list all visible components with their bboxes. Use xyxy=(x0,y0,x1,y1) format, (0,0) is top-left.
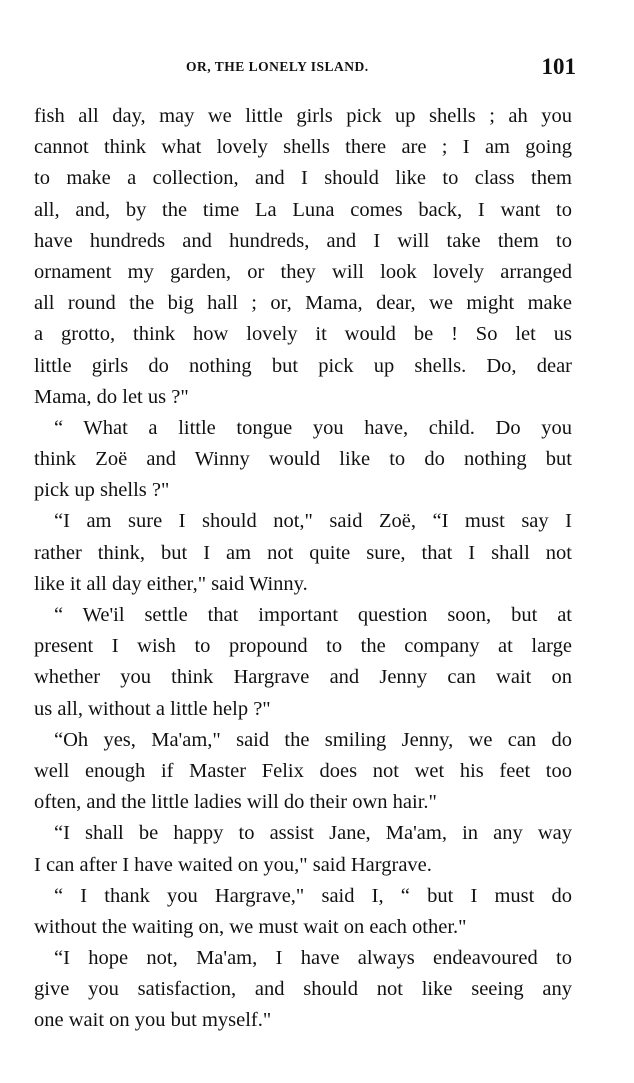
text-line: “Oh yes, Ma'am," said the smiling Jenny, we can do xyxy=(54,728,572,751)
page-number: 101 xyxy=(541,54,576,79)
text-line: whether you think Hargrave and Jenny can wait on xyxy=(34,666,572,689)
text-line: “I shall be happy to assist Jane, Ma'am, in any way xyxy=(54,822,572,845)
text-line: one wait on you but myself." xyxy=(34,1009,272,1032)
text-line: pick up shells ?" xyxy=(34,479,170,502)
text-line: have hundreds and hundreds, and I will take them to xyxy=(34,229,572,252)
text-line: rather think, but I am not quite sure, that I shall not xyxy=(34,541,572,564)
text-line: us all, without a little help ?" xyxy=(34,697,271,720)
text-line: without the waiting on, we must wait on each other." xyxy=(34,915,467,938)
text-line: all, and, by the time La Luna comes back, I want to xyxy=(34,198,572,221)
text-line: little girls do nothing but pick up shells. Do, dear xyxy=(34,354,572,377)
text-line: fish all day, may we little girls pick up shells ; ah you xyxy=(34,105,572,127)
text-line: all round the big hall ; or, Mama, dear, we might make xyxy=(34,292,572,315)
text-line: to make a collection, and I should like to class them xyxy=(34,167,572,190)
text-line: ornament my garden, or they will look lovely arranged xyxy=(34,260,572,283)
text-line: a grotto, think how lovely it would be ! So let us xyxy=(34,323,572,346)
running-head: OR, THE LONELY ISLAND. xyxy=(186,59,369,74)
text-line: I can after I have waited on you," said Hargrave. xyxy=(34,853,432,876)
text-line: well enough if Master Felix does not wet his feet too xyxy=(34,759,572,782)
text-line: present I wish to propound to the company at large xyxy=(34,635,572,658)
text-line: “ We'il settle that important question soon, but at xyxy=(54,604,572,626)
text-line: “ What a little tongue you have, child. Do you xyxy=(54,416,572,439)
page-header xyxy=(34,54,576,82)
body-text xyxy=(34,101,572,1037)
text-line: “I hope not, Ma'am, I have always endeavoured to xyxy=(54,947,572,970)
text-line: give you satisfaction, and should not like seeing any xyxy=(34,978,572,1001)
text-line: think Zoë and Winny would like to do nothing but xyxy=(34,448,572,471)
text-line: “ I thank you Hargrave," said I, “ but I must do xyxy=(54,884,572,907)
text-line: Mama, do let us ?" xyxy=(34,385,189,408)
text-line: “I am sure I should not," said Zoë, “I must say I xyxy=(54,510,572,533)
text-line: often, and the little ladies will do their own hair." xyxy=(34,791,437,814)
text-line: cannot think what lovely shells there are ; I am going xyxy=(34,136,572,159)
text-line: like it all day either," said Winny. xyxy=(34,572,308,595)
